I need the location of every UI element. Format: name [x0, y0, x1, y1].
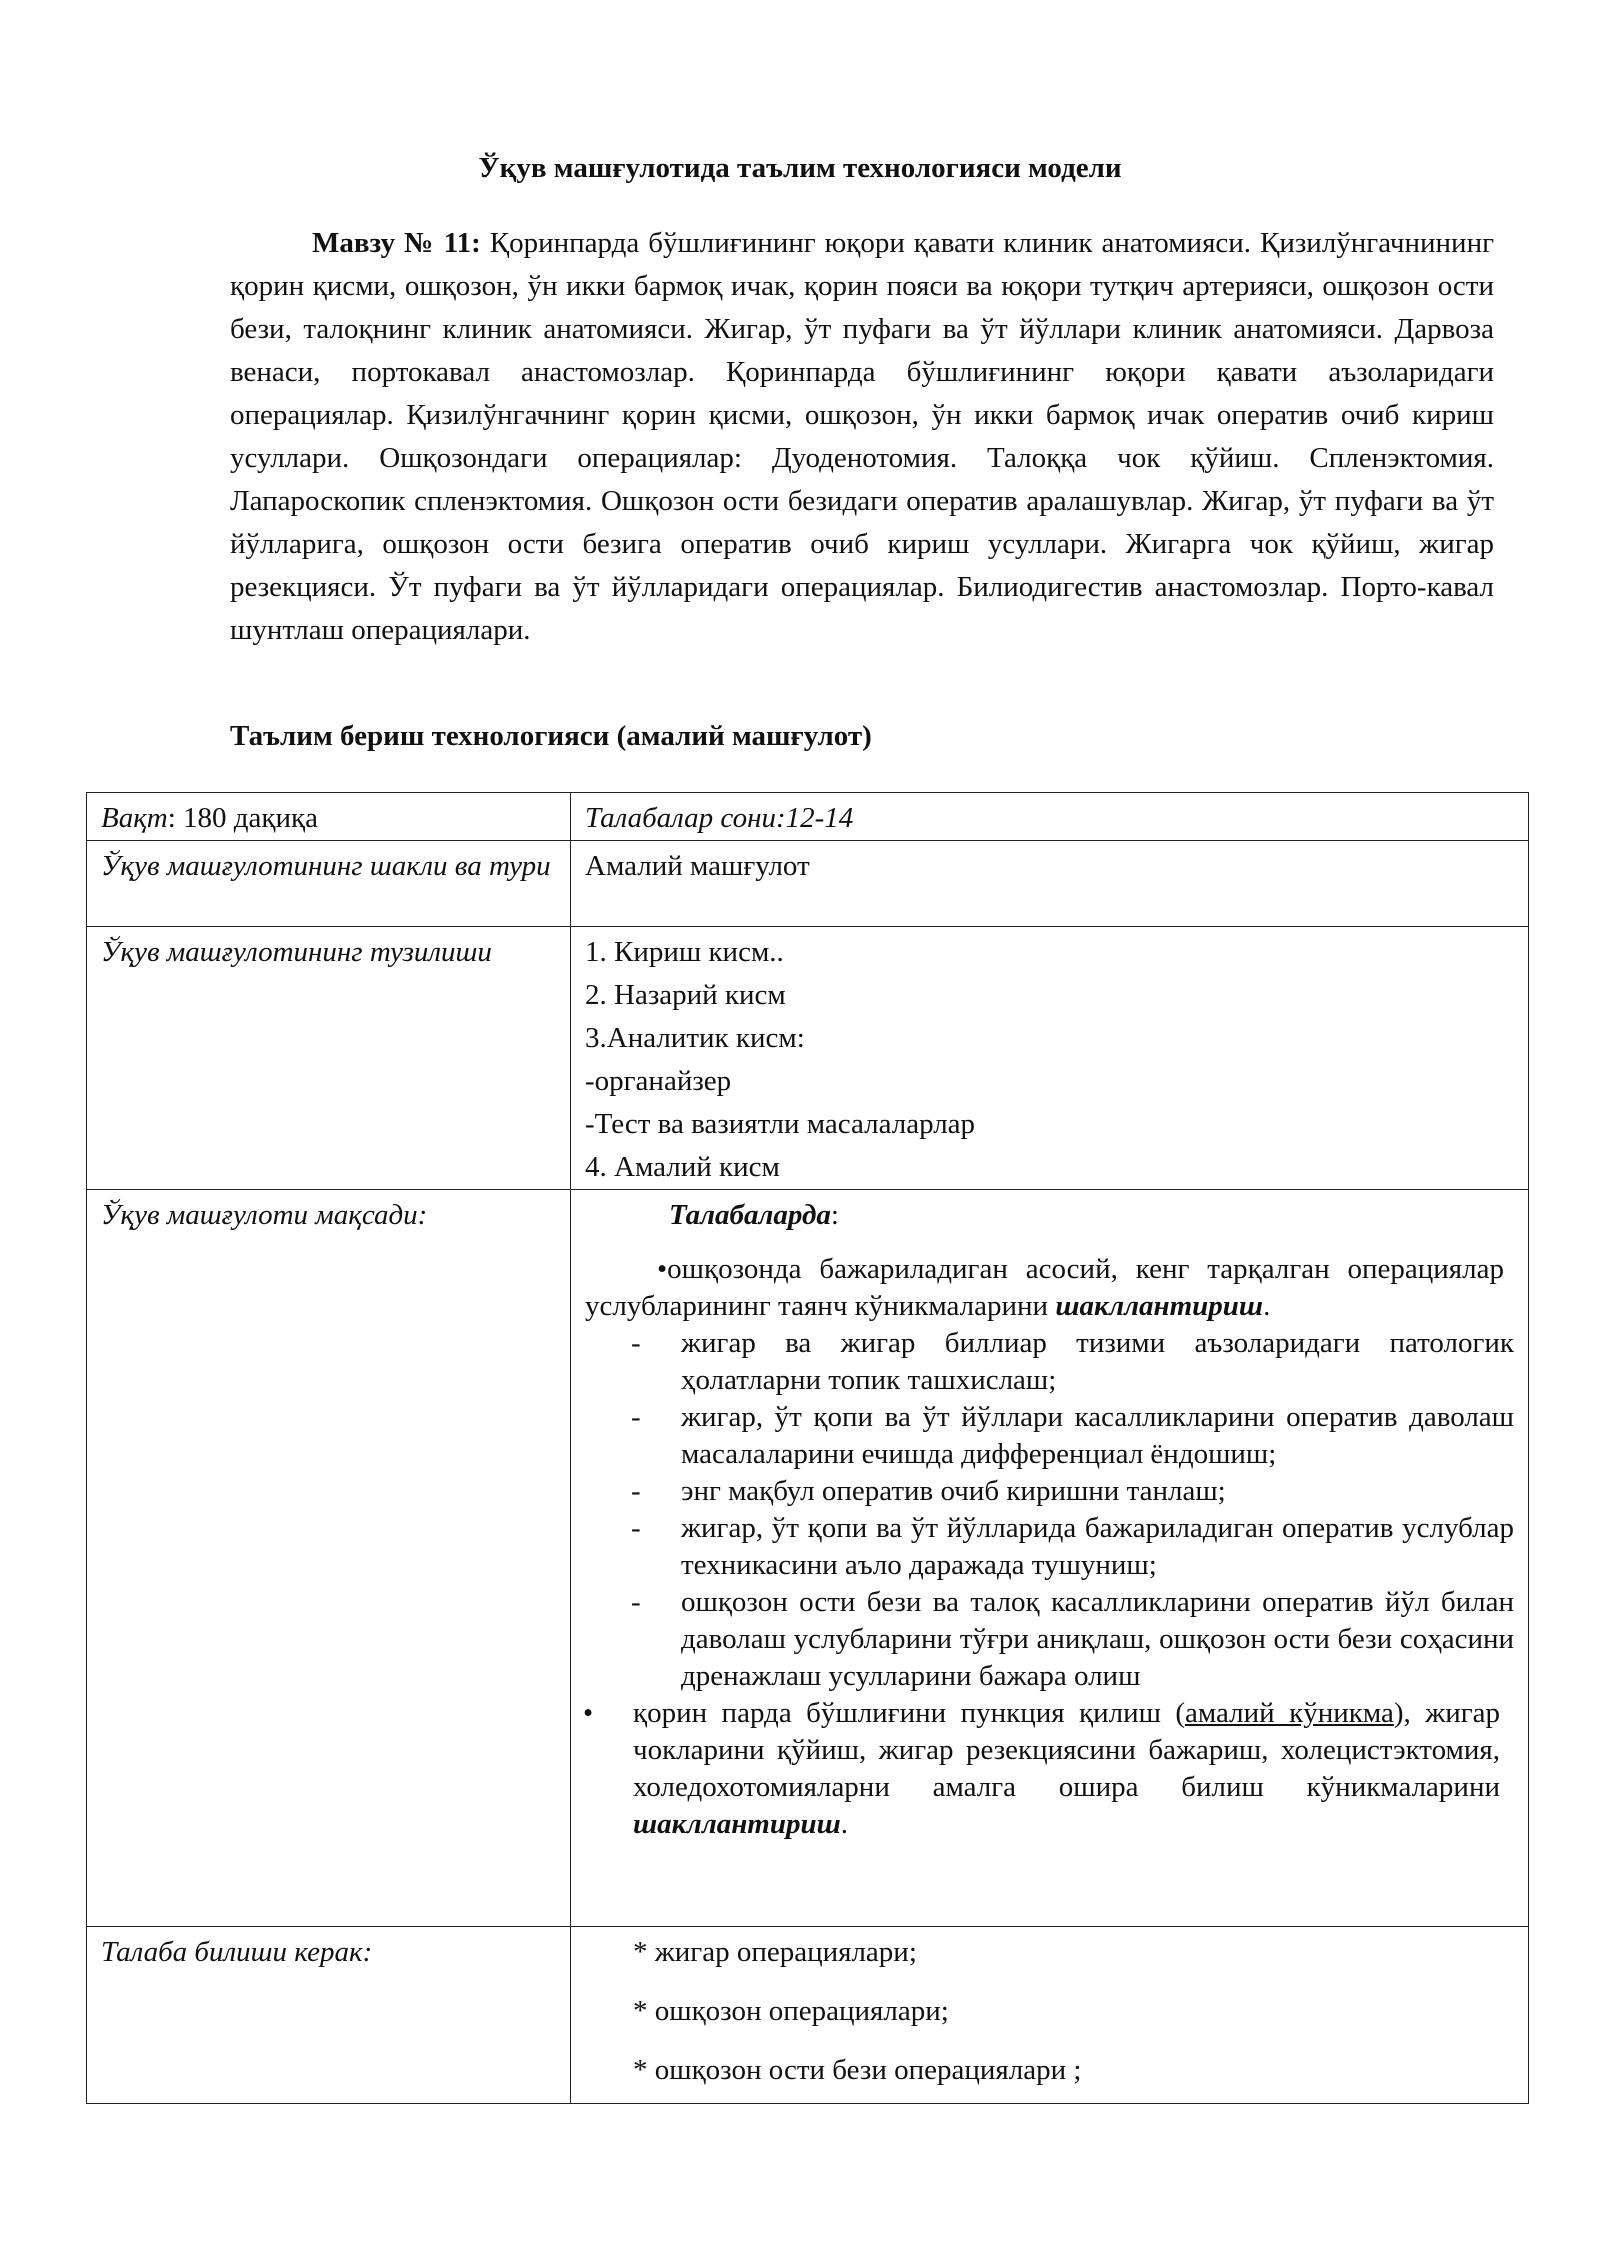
structure-item: 4. Амалий кисм	[585, 1151, 780, 1183]
bullet-icon: •	[583, 1697, 594, 1729]
time-label: Вақт	[101, 802, 168, 834]
list-item: - ошқозон ости бези ва талоқ касалликларини оператив йўл билан даволаш услубларини тўғри аниқлаш, ошқозон ости бези соҳасини дренажлаш усулларини бажара олиш	[631, 1586, 1514, 1692]
structure-item: -органайзер	[585, 1065, 732, 1097]
knowledge-item: * жигар операциялари;	[633, 1936, 917, 1968]
bullet-icon: •	[657, 1253, 668, 1285]
goal-bullet-1: •ошқозонда бажариладиган асосий, кенг тарқалган операциялар услубларининг таянч кўникмаларини шакллантириш.	[585, 1253, 1504, 1322]
table-row-knowledge	[87, 1927, 1529, 2104]
structure-item: 2. Назарий кисм	[585, 979, 786, 1011]
structure-item: -Тест ва вазиятли масалаларлар	[585, 1108, 976, 1140]
time-value: : 180 дақиқа	[167, 802, 318, 834]
dash-icon: -	[631, 1586, 641, 1618]
structure-list	[571, 927, 1528, 1189]
table-row-goal	[87, 1190, 1529, 1927]
knowledge-label: Талаба билиши керак:	[101, 1936, 373, 1968]
students-count: Талабалар сони:12-14	[585, 802, 854, 834]
document-title: Ўқув машғулотида таълим технологияси модели	[478, 152, 1122, 184]
table-row-structure	[87, 927, 1529, 1190]
table-row-time	[87, 793, 1529, 841]
students-cell	[571, 793, 1529, 841]
form-value: Амалий машғулот	[585, 850, 810, 882]
structure-item: 1. Кириш кисм..	[585, 936, 784, 968]
topic-paragraph	[230, 222, 1494, 652]
list-item: - жигар, ўт қопи ва ўт йўллари касалликларини оператив даволаш масалаларини ечишда дифференциал ёндошиш;	[631, 1401, 1514, 1470]
goal-bullet-2: • қорин парда бўшлиғини пункция қилиш (амалий кўникма), жигар чокларини қўйиш, жигар резекциясини бажариш, холецистэктомия, холедохотомияларни амалга ошира билиш кўникмаларини шакллантириш.	[583, 1697, 1501, 1840]
dash-icon: -	[631, 1475, 641, 1507]
structure-label: Ўқув машғулотининг тузилиши	[101, 936, 492, 968]
dash-icon: -	[631, 1327, 641, 1359]
knowledge-item: * ошқозон операциялари;	[633, 1995, 949, 2027]
knowledge-item: * ошқозон ости бези операциялари ;	[633, 2054, 1082, 2086]
time-cell	[87, 793, 571, 841]
lesson-plan-table	[86, 792, 1529, 2104]
section-heading: Таълим бериш технологияси (амалий машғулот)	[230, 720, 872, 752]
list-item: - жигар, ўт қопи ва ўт йўлларида бажариладиган оператив услублар техникасини аъло даражада тушуниш;	[631, 1512, 1514, 1581]
list-item: - жигар ва жигар биллиар тизими аъзоларидаги патологик ҳолатларни топик ташхислаш;	[631, 1327, 1514, 1396]
topic-text: Қоринпарда бўшлиғининг юқори қавати клиник анатомияси. Қизилўнгачнининг қорин қисми, ошқозон, ўн икки бармоқ ичак, қорин пояси ва юқори тутқич артерияси, ошқозон ости бези, талоқнинг клиник анатомияси. Жигар, ўт пуфаги ва ўт йўллари клиник анатомияси. Дарвоза венаси, портокавал анастомозлар. Қоринпарда бўшлиғининг юқори қавати аъзоларидаги операциялар. Қизилўнгачнинг қорин қисми, ошқозон, ўн икки бармоқ ичак оператив очиб кириш усуллари. Ошқозондаги операциялар: Дуоденотомия. Талоққа чок қўйиш. Спленэктомия. Лапароскопик спленэктомия. Ошқозон ости безидаги оператив аралашувлар. Жигар, ўт пуфаги ва ўт йўлларига, ошқозон ости безига оператив очиб кириш усуллари. Жигарга чок қўйиш, жигар резекцияси. Ўт пуфаги ва ўт йўлларидаги операциялар. Билиодигестив анастомозлар. Порто-кавал шунтлаш операциялари.	[230, 227, 1494, 646]
form-label: Ўқув машғулотининг шакли ва тури	[101, 850, 551, 882]
dash-icon: -	[631, 1512, 641, 1544]
list-item: - энг мақбул оператив очиб киришни танлаш;	[681, 1473, 1514, 1510]
topic-label: Мавзу № 11:	[312, 227, 481, 259]
goal-dash-list	[571, 1325, 1528, 1695]
structure-item: 3.Аналитик кисм:	[585, 1022, 805, 1054]
goal-intro: Талабаларда:	[669, 1199, 839, 1231]
goal-label: Ўқув машғулоти мақсади:	[101, 1199, 428, 1231]
table-row-form	[87, 841, 1529, 927]
dash-icon: -	[631, 1401, 641, 1433]
